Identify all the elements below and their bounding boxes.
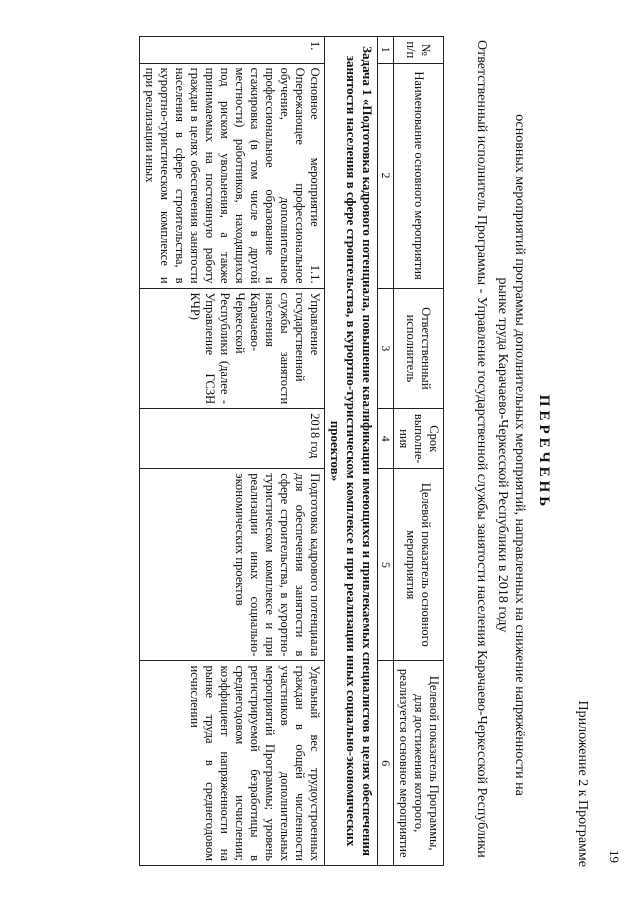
task-heading: Задача 1 «Подготовка кадрового потенциала, повышение квалификации имеющихся и привлекаемых специалистов в целях обеспечения занятости населения в сфере строительства, в курортно-туристическом комплексе и при реализации иных социально-экономических проектов» [325, 37, 378, 866]
header-number: № п/п [394, 37, 444, 64]
column-number: 5 [378, 469, 394, 661]
measure-name-cell: Основное мероприятие 1.1. Опережающее профессиональное обучение, дополнительное профессиональное образование и стажировка (в том числе в другой местности) работников, находящихся под риском увольнения, а также принимаемых на постоянную работу граждан в целях обеспечения занятости населения в сфере строительства, в курортно-туристическом комплексе и при реализации иных [140, 63, 325, 288]
document-subtitle: основных мероприятий программы дополнительных мероприятий, направленных на снижение напряжённости на рынке труда Карачаево-Черкесской Республики в 2018 году [495, 114, 527, 796]
task-row [325, 37, 378, 866]
column-number-row [378, 37, 394, 866]
column-number: 3 [378, 288, 394, 409]
page-number: 19 [607, 850, 622, 863]
header-measure-name: Наименование основного мероприятия [394, 63, 444, 288]
table-header-row [394, 37, 444, 866]
measure-indicator-cell: Подготовка кадрового потенциала для обеспечения занятости в сфере строительства, в курортно-туристическом комплексе и при реализации иных социально-экономических проектов [140, 469, 325, 661]
header-program-indicator: Целевой показатель Программы, для достижения которого, реализуется основное мероприятие [394, 661, 444, 866]
responsible-executor-line: Ответственный исполнитель Программы - Управление государственной службы занятости населения Карачаево-Черкесской Республики [474, 40, 489, 858]
row-number: 1. [140, 37, 325, 64]
header-term: Срок выполне-ния [394, 409, 444, 469]
column-number: 4 [378, 409, 394, 469]
executor-cell: Управление государственной службы занятости населения Карачаево-Черкесской Республики (далее - Управление ГСЗН КЧР) [140, 288, 325, 409]
column-number: 6 [378, 661, 394, 866]
table-row [140, 37, 325, 866]
program-indicator-cell: Удельный вес трудоустроенных граждан в общей численности участников дополнительных мероприятий Программы; уровень регистрируемой безработицы в среднегодовом исчислении; коэффициент напряженности на рынке труда в среднегодовом исчислении [140, 661, 325, 866]
column-number: 2 [378, 63, 394, 288]
document-title: ПЕРЕЧЕНЬ [536, 394, 552, 511]
header-measure-indicator: Целевой показатель основного мероприятия [394, 469, 444, 661]
column-number: 1 [378, 37, 394, 64]
measures-table [139, 36, 444, 866]
header-executor: Ответственный исполнитель [394, 288, 444, 409]
appendix-label: Приложение 2 к Программе [575, 700, 590, 867]
term-cell: 2018 год [140, 409, 325, 469]
